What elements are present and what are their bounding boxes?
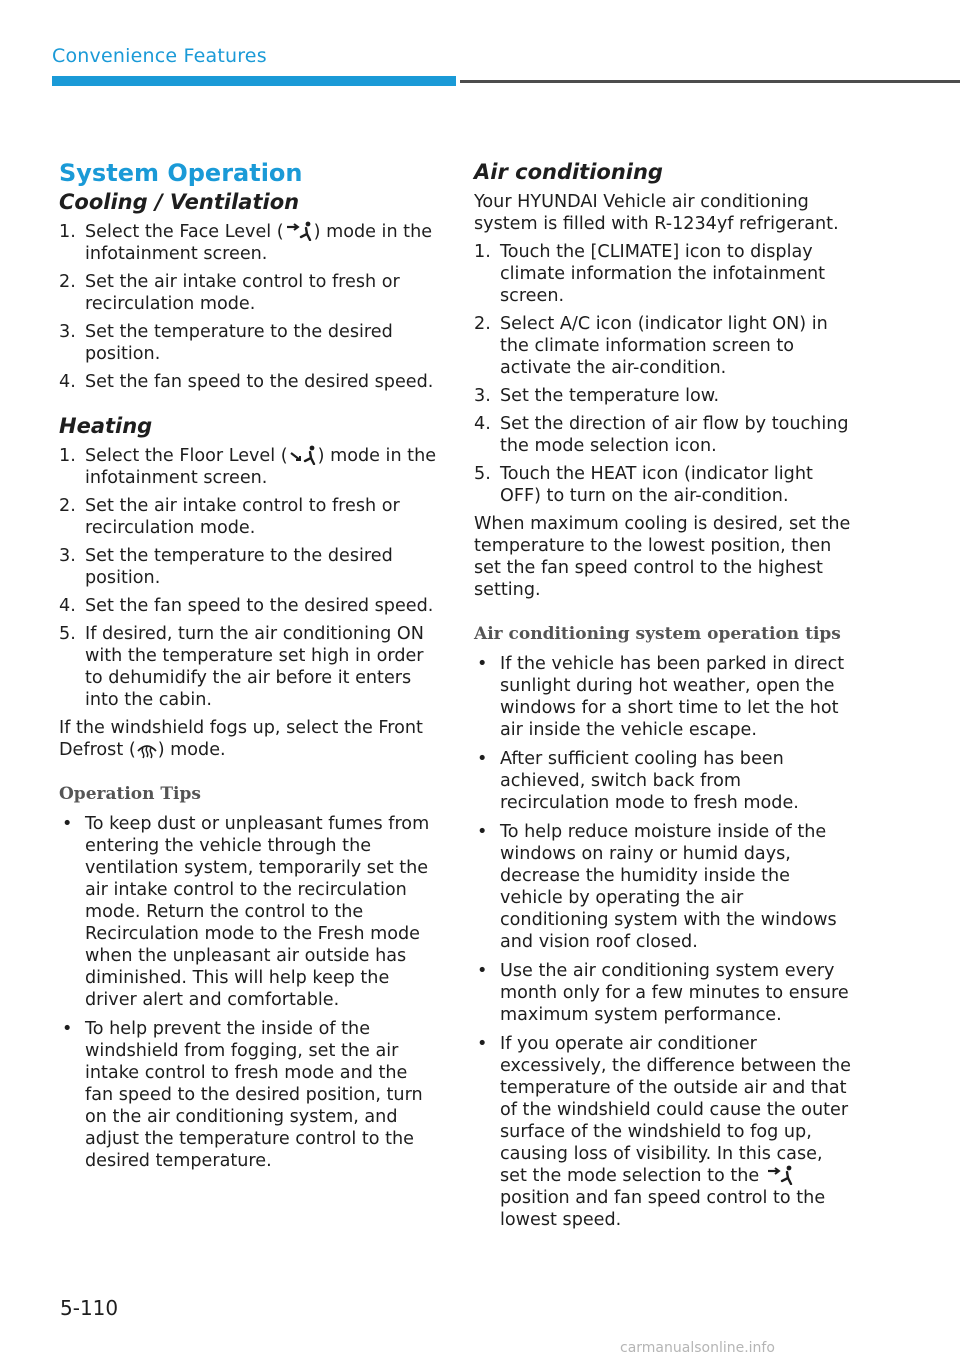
bullet-mark: • [477, 654, 488, 674]
step-number: 2. [59, 272, 76, 292]
bullet-mark: • [477, 1034, 488, 1054]
cooling-title: Cooling / Ventilation [59, 190, 300, 214]
operation-tips-list [59, 813, 439, 1172]
step-number: 5. [474, 464, 491, 484]
ac-step [474, 463, 854, 507]
heating-step [59, 595, 439, 617]
step-text-start: Select the Floor Level ( [85, 446, 288, 466]
cooling-step [59, 271, 439, 315]
ac-step [474, 413, 854, 457]
heating-steps [59, 445, 439, 711]
ac-title: Air conditioning [474, 160, 663, 184]
list-item [474, 748, 854, 814]
heating-step [59, 495, 439, 539]
step-number: 3. [474, 386, 491, 406]
bullet-mark: • [62, 814, 73, 834]
step-text-end: ) mode in the infotainment screen. [85, 222, 433, 264]
list-item [474, 821, 854, 953]
step-text: Set the temperature to the desired position. [85, 322, 393, 364]
tip-text-end: position and fan speed control to the lowest speed. [500, 1188, 826, 1230]
list-item [59, 813, 439, 1011]
tip-text: Use the air conditioning system every month only for a few minutes to ensure maximum system performance. [500, 961, 849, 1025]
ac-intro: Your HYUNDAI Vehicle air conditioning system is filled with R-1234yf refrigerant. [474, 192, 839, 234]
step-text: Set the fan speed to the desired speed. [85, 596, 434, 616]
step-number: 1. [59, 222, 76, 242]
chapter-title: Convenience Features [52, 45, 267, 67]
defrost-note-end: ) mode. [157, 740, 226, 760]
step-number: 4. [59, 372, 76, 392]
step-number: 3. [59, 322, 76, 342]
bullet-mark: • [477, 822, 488, 842]
section-title: System Operation [59, 159, 303, 187]
face-level-icon [765, 1165, 795, 1185]
step-number: 2. [474, 314, 491, 334]
page-number: 5-110 [60, 1296, 119, 1320]
step-number: 1. [59, 446, 76, 466]
ac-tips-list [474, 653, 854, 1231]
step-number: 4. [59, 596, 76, 616]
step-text: If desired, turn the air conditioning ON with the temperature set high in order to dehumidify the air before it enters into the cabin. [85, 624, 424, 710]
right-column [474, 155, 854, 1238]
ac-step [474, 385, 854, 407]
bullet-mark: • [62, 1019, 73, 1039]
defrost-note [59, 717, 439, 761]
list-item [474, 653, 854, 741]
tip-text-start: If you operate air conditioner excessively, the difference between the temperature of the outside air and that of the windshield could cause the outer surface of the windshield to fog up, causing loss of visibility. In this case, set the mode selection to the [500, 1034, 851, 1186]
cooling-steps [59, 221, 439, 393]
header-accent-bar [52, 76, 456, 86]
step-text: Set the direction of air flow by touching the mode selection icon. [500, 414, 849, 456]
step-text-start: Select the Face Level ( [85, 222, 284, 242]
header-rule [460, 80, 960, 83]
ac-step [474, 313, 854, 379]
cooling-step [59, 221, 439, 265]
step-text: Touch the [CLIMATE] icon to display climate information the infotainment screen. [500, 242, 826, 306]
heating-title: Heating [59, 414, 153, 438]
step-number: 4. [474, 414, 491, 434]
step-text: Set the air intake control to fresh or recirculation mode. [85, 272, 400, 314]
floor-level-icon [288, 445, 318, 465]
step-text: Set the fan speed to the desired speed. [85, 372, 434, 392]
ac-steps [474, 241, 854, 507]
bullet-mark: • [477, 749, 488, 769]
step-number: 5. [59, 624, 76, 644]
bullet-mark: • [477, 961, 488, 981]
ac-tips-title: Air conditioning system operation tips [474, 624, 841, 644]
list-item [474, 960, 854, 1026]
cooling-step [59, 321, 439, 365]
list-item [59, 1018, 439, 1172]
heating-step [59, 545, 439, 589]
tip-text: To keep dust or unpleasant fumes from entering the vehicle through the ventilation system, temporarily set the air intake control to the recirculation mode. Return the control to the Recirculation mode to the Fresh mode when the unpleasant air outside has diminished. This will help keep the driver alert and comfortable. [85, 814, 430, 1010]
max-cooling-note: When maximum cooling is desired, set the temperature to the lowest position, then set the fan speed control to the highest setting. [474, 514, 851, 600]
cooling-step [59, 371, 439, 393]
tip-text: To help reduce moisture inside of the windows on rainy or humid days, decrease the humidity inside the vehicle by operating the air conditioning system with the windows and vision roof closed. [500, 822, 837, 952]
defrost-note-start: If the windshield fogs up, select the Front Defrost ( [59, 718, 423, 760]
operation-tips-title: Operation Tips [59, 784, 201, 804]
front-defrost-icon [136, 739, 158, 759]
step-number: 1. [474, 242, 491, 262]
tip-text: After sufficient cooling has been achieved, switch back from recirculation mode to fresh mode. [500, 749, 799, 813]
left-column [59, 155, 439, 1179]
ac-step [474, 241, 854, 307]
list-item [474, 1033, 854, 1231]
tip-text: To help prevent the inside of the windshield from fogging, set the air intake control to fresh mode and the fan speed to the desired position, turn on the air conditioning system, and adjust the temperature control to the desired temperature. [85, 1019, 423, 1171]
tip-text: If the vehicle has been parked in direct sunlight during hot weather, open the windows for a short time to let the hot air inside the vehicle escape. [500, 654, 845, 740]
heating-step [59, 623, 439, 711]
step-text: Set the temperature to the desired position. [85, 546, 393, 588]
step-text: Set the temperature low. [500, 386, 720, 406]
step-text: Select A/C icon (indicator light ON) in the climate information screen to activate the air-condition. [500, 314, 828, 378]
face-level-icon [284, 221, 314, 241]
step-text: Touch the HEAT icon (indicator light OFF) to turn on the air-condition. [500, 464, 813, 506]
step-number: 3. [59, 546, 76, 566]
step-number: 2. [59, 496, 76, 516]
step-text-end: ) mode in the infotainment screen. [85, 446, 437, 488]
step-text: Set the air intake control to fresh or recirculation mode. [85, 496, 400, 538]
heating-step [59, 445, 439, 489]
watermark: carmanualsonline.info [620, 1340, 775, 1356]
